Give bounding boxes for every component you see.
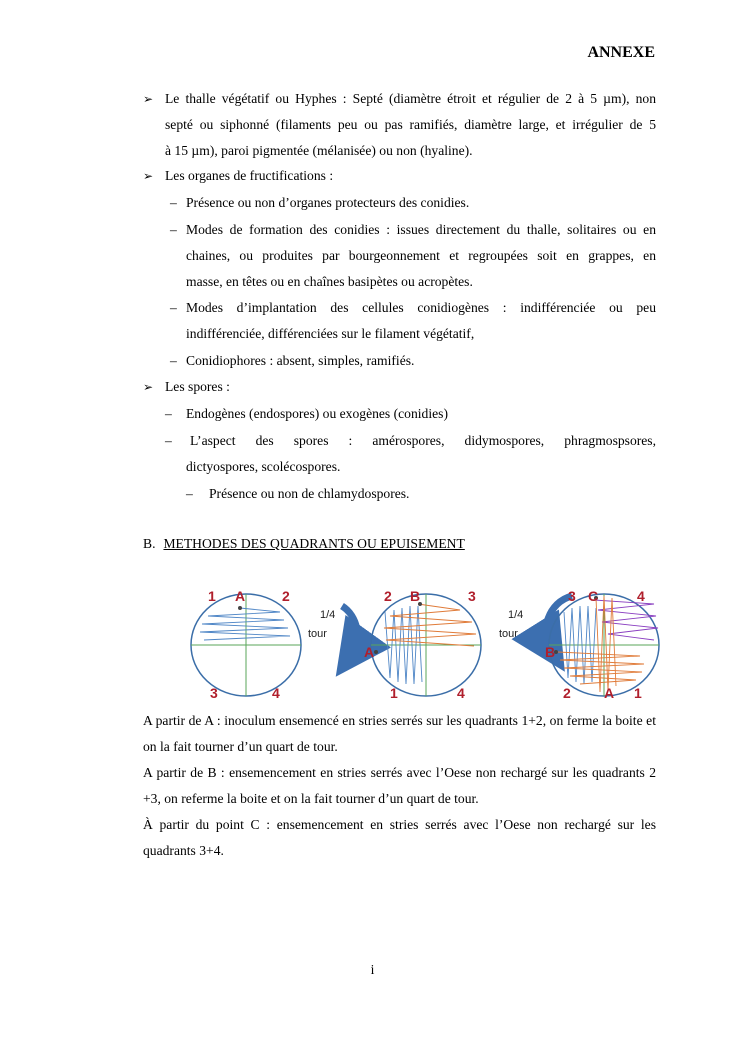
label-3: 3 — [568, 588, 576, 604]
quarter-turn-arrow-2 — [499, 596, 572, 648]
text-line: Modes de formation des conidies : issues directement du thalle, solitaires ou en — [186, 222, 656, 237]
turn-fraction: 1/4 — [508, 609, 524, 621]
dash-bullet: – — [165, 406, 172, 421]
arrow-bullet-icon: ➢ — [143, 92, 154, 106]
text-line: masse, en têtes ou en chaînes basipètes ou acropètes. — [186, 274, 473, 289]
text-line: L’aspect des spores : amérospores, didymospores, phragmospsores, — [190, 433, 656, 448]
arrow-bullet-icon: ➢ — [143, 169, 154, 183]
label-2: 2 — [282, 588, 290, 604]
page-number: i — [370, 962, 375, 977]
turn-fraction: 1/4 — [320, 609, 336, 621]
section-title: METHODES DES QUADRANTS OU EPUISEMENT — [163, 536, 465, 551]
dash-bullet: – — [170, 353, 177, 368]
label-b: B — [410, 588, 421, 604]
text-line: dictyospores, scolécospores. — [186, 459, 341, 474]
dash-bullet: – — [165, 433, 172, 448]
dash-bullet: – — [170, 300, 177, 315]
label-b: B — [545, 644, 556, 660]
text-line: à 15 µm), paroi pigmentée (mélanisée) ou non (hyaline). — [165, 143, 473, 158]
petri-plate-1 — [191, 588, 301, 701]
text-line: chaines, ou produites par bourgeonnement et regroupées soit en grappes, en — [186, 248, 656, 263]
label-4: 4 — [457, 685, 465, 701]
label-2: 2 — [563, 685, 571, 701]
text-line: indifférenciée, différenciées sur le filament végétatif, — [186, 326, 475, 341]
label-1: 1 — [208, 588, 216, 604]
text-line: Modes d’implantation des cellules conidiogènes : indifférenciée ou peu — [186, 300, 656, 315]
text-line: Conidiophores : absent, simples, ramifiés. — [186, 353, 415, 368]
label-a: A — [235, 588, 246, 604]
petri-plate-2 — [364, 588, 481, 701]
turn-word: tour — [308, 628, 327, 640]
label-a: A — [364, 644, 375, 660]
label-4: 4 — [637, 588, 645, 604]
dash-bullet: – — [186, 486, 193, 501]
inoculum-point — [238, 606, 242, 610]
text-line: Les spores : — [165, 379, 230, 394]
curved-arrow-icon — [342, 606, 357, 654]
quadrant-method-figure — [180, 582, 670, 707]
dash-bullet: – — [170, 195, 177, 210]
label-c: C — [588, 588, 599, 604]
dash-bullet: – — [170, 222, 177, 237]
text-line: Le thalle végétatif ou Hyphes : Septé (diamètre étroit et régulier de 2 à 5 µm), non — [165, 91, 656, 106]
paragraph-step-b: A partir de B : ensemencement en stries serrés avec l’Oese non rechargé sur les quadrants 2 +3, on referme la boite et on la fait tourner d’un quart de tour. — [143, 765, 656, 807]
text-line: Présence ou non d’organes protecteurs des conidies. — [186, 195, 470, 210]
label-4: 4 — [272, 685, 280, 701]
turn-word: tour — [499, 628, 518, 640]
quarter-turn-arrow-1 — [308, 606, 357, 654]
paragraph-step-c: À partir du point C : ensemencement en stries serrés avec l’Oese non rechargé sur les quadrants 3+4. — [143, 817, 656, 859]
inoculum-point — [374, 650, 378, 654]
page-header: ANNEXE — [587, 44, 655, 61]
text-line: septé ou siphonné (filaments peu ou pas ramifiés, diamètre large, et irrégulier de 5 — [165, 117, 656, 132]
label-3: 3 — [210, 685, 218, 701]
label-3: 3 — [468, 588, 476, 604]
text-line: Les organes de fructifications : — [165, 168, 334, 183]
petri-plate-3 — [545, 588, 659, 701]
streak-lines — [384, 604, 476, 646]
section-letter: B. — [143, 536, 156, 551]
label-2: 2 — [384, 588, 392, 604]
section-heading — [143, 536, 465, 552]
label-1: 1 — [390, 685, 398, 701]
paragraph-step-a: A partir de A : inoculum ensemencé en stries serrés sur les quadrants 1+2, on ferme la boite et on la fait tourner d’un quart de tour. — [143, 713, 656, 755]
arrow-bullet-icon: ➢ — [143, 380, 154, 394]
label-1: 1 — [634, 685, 642, 701]
text-line: Endogènes (endospores) ou exogènes (conidies) — [186, 406, 448, 421]
label-a: A — [604, 685, 615, 701]
text-line: Présence ou non de chlamydospores. — [209, 486, 410, 501]
streak-lines — [200, 608, 290, 640]
